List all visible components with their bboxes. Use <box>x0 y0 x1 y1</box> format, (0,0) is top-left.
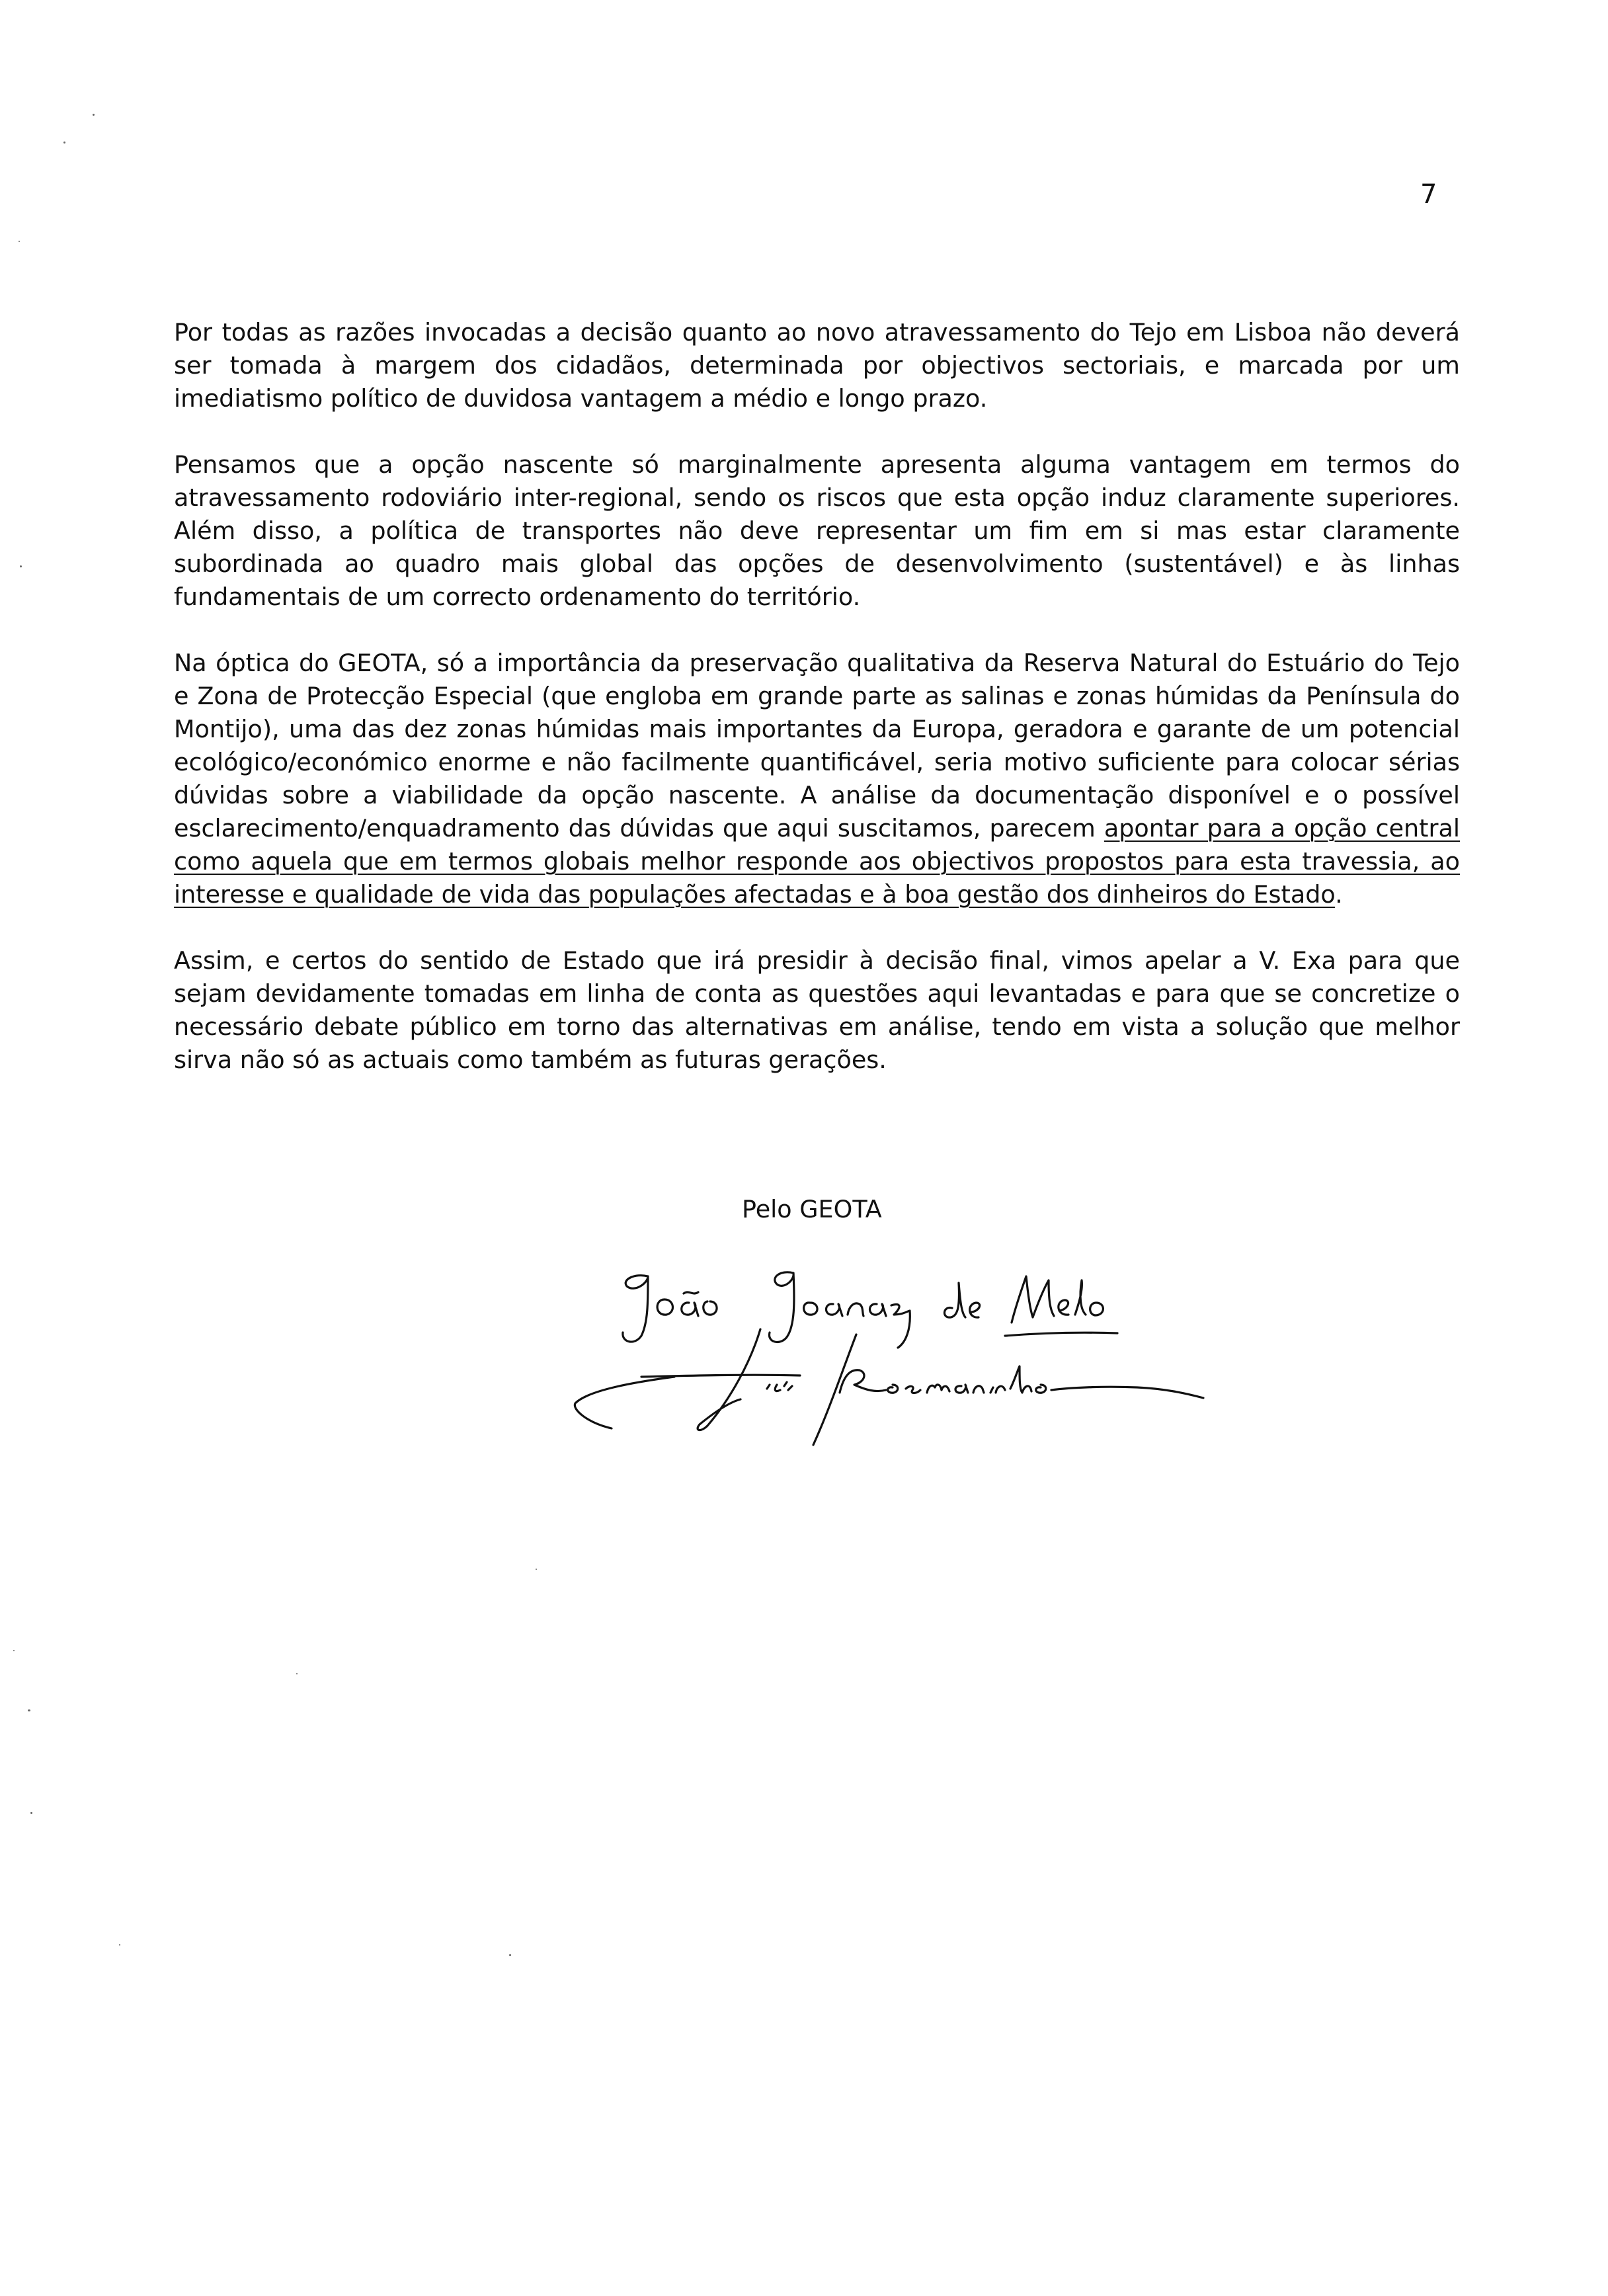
paragraph-4: Assim, e certos do sentido de Estado que irá presidir à decisão final, vimos apelar a V. Exa para que sejam devidamente tomadas em linha de conta as questões aqui levantadas e para que se concretize o necessário debate público em torno das alternativas em análise, tendo em vista a solução que melhor sirva não só as actuais como também as futuras gerações. <box>174 946 1460 1074</box>
scan-speck <box>536 1569 537 1570</box>
paragraph-2: Pensamos que a opção nascente só marginalmente apresenta alguma vantagem em termos do atravessamento rodoviário inter-regional, sendo os riscos que esta opção induz claramente superiores. Além disso, a política de transportes não deve representar um fim em si mas estar claramente subordinada ao quadro mais global das opções de desenvolvimento (sustentável) e às linhas fundamentais de um correcto ordenamento do território. <box>174 450 1460 611</box>
paragraph-3-lead: Na óptica do GEOTA, só a importância da preservação qualitativa da Reserva Natural do Estuário do Tejo e Zona de Protecção Especial (que engloba em grande parte as salinas e zonas húmidas da Península do Montijo), uma das dez zonas húmidas mais importantes da Europa, geradora e garante de um potencial ecológico/económico enorme e não facilmente quantificável, seria motivo suficiente para colocar sérias dúvidas sobre a viabilidade da opção nascente. A análise da documentação disponível e o possível esclarecimento/enquadramento das dúvidas que aqui suscitamos, parecem <box>174 649 1460 842</box>
scan-speck <box>19 241 20 242</box>
scan-speck <box>296 1673 298 1674</box>
handwritten-signature <box>549 1237 1210 1488</box>
scan-speck <box>30 1812 32 1814</box>
scan-speck <box>28 1709 30 1711</box>
scan-speck <box>20 565 22 567</box>
sign-off: Pelo GEOTA <box>742 1195 882 1223</box>
scan-speck <box>93 114 95 116</box>
letter-body <box>174 316 1460 1110</box>
scan-speck <box>509 1954 511 1956</box>
page-number: 7 <box>1420 179 1437 210</box>
paragraph-1: Por todas as razões invocadas a decisão quanto ao novo atravessamento do Tejo em Lisboa não deverá ser tomada à margem dos cidadãos, determinada por objectivos sectoriais, e marcada por um imediatismo político de duvidosa vantagem a médio e longo prazo. <box>174 318 1460 413</box>
paragraph-3-end: . <box>1335 880 1343 909</box>
paragraph-3-underlined: apontar para a opção central como aquela que em termos globais melhor responde aos objectivos propostos para esta travessia, ao interesse e qualidade de vida das populações afectadas e à boa gestão dos dinheiros do Estado <box>174 814 1461 909</box>
scan-speck <box>119 1944 120 1946</box>
paragraph-3 <box>174 647 1460 911</box>
scan-speck <box>63 142 65 144</box>
scan-speck <box>13 1650 15 1651</box>
